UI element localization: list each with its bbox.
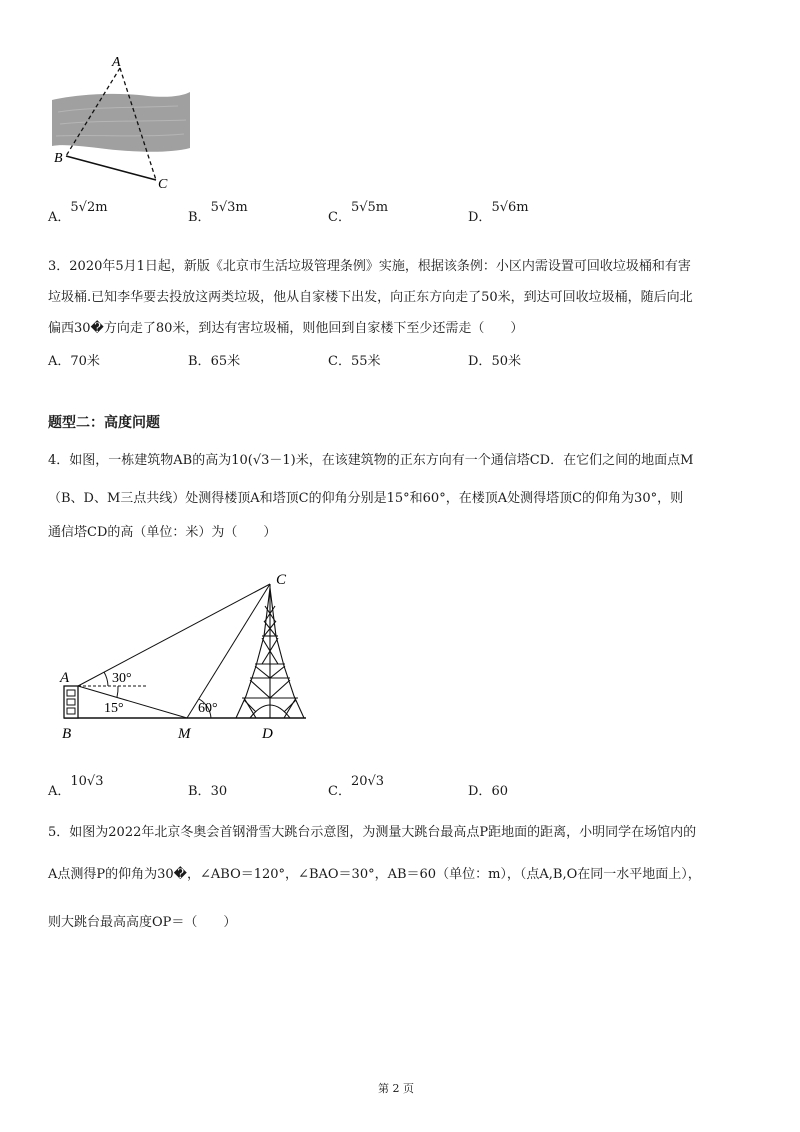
angle-label-15: 15° [104, 701, 124, 716]
q4-line-2: （B、D、M三点共线）处测得楼顶A和塔顶C的仰角分别是15°和60°，在楼顶A处测得塔顶C的仰角为30°，则 [48, 491, 684, 506]
tower-cd [236, 584, 304, 718]
q2-option-a[interactable]: A．5√2m [48, 200, 108, 225]
q3-option-a[interactable]: A．70米 [48, 354, 100, 369]
point-label-c: C [276, 572, 287, 588]
q2-option-d[interactable]: D．5√6m [468, 200, 529, 225]
q3-line-2: 垃圾桶.已知李华要去投放这两类垃圾，他从自家楼下出发，向正东方向走了50米，到达可回收垃圾桶，随后向北 [48, 290, 693, 305]
q4-option-c[interactable]: C．20√3 [328, 774, 385, 799]
line-a-to-m [78, 686, 187, 718]
line-a-to-c [78, 584, 270, 686]
q5-line-2: A点测得P的仰角为30�，∠ABO＝120°，∠BAO＝30°，AB＝60（单位：m），（点A,B,O在同一水平地面上）， [48, 867, 701, 882]
q4-option-a[interactable]: A．10√3 [48, 774, 104, 799]
section-title: 题型二：高度问题 [48, 415, 160, 431]
river-triangle-figure [48, 52, 198, 192]
point-label-a: A [60, 670, 70, 686]
angle-arc-15 [117, 686, 118, 697]
point-label-m: M [178, 726, 191, 742]
q4-line-3: 通信塔CD的高（单位：米）为（ ） [48, 525, 277, 540]
angle-label-60: 60° [198, 701, 218, 716]
q3-option-b[interactable]: B．65米 [188, 354, 241, 369]
q3-option-d[interactable]: D．50米 [468, 354, 521, 369]
q3-option-c[interactable]: C．55米 [328, 354, 381, 369]
building-ab [64, 686, 78, 718]
q5-line-3: 则大跳台最高高度OP＝（ ） [48, 915, 237, 930]
point-label-b: B [62, 726, 72, 742]
q4-line-1: 4．如图，一栋建筑物AB的高为10(√3－1)米，在该建筑物的正东方向有一个通信塔CD．在它们之间的地面点M [48, 453, 694, 468]
q3-line-3: 偏西30�方向走了80米，到达有害垃圾桶，则他回到自家楼下至少还需走（ ） [48, 321, 524, 336]
q4-option-d[interactable]: D．60 [468, 784, 508, 799]
point-label-b: B [54, 151, 63, 166]
point-label-c: C [158, 177, 168, 192]
page-footer: 第 2 页 [378, 1082, 414, 1095]
q5-line-1: 5．如图为2022年北京冬奥会首钢滑雪大跳台示意图，为测量大跳台最高点P距地面的距离，小明同学在场馆内的 [48, 825, 697, 840]
tower-angle-figure [56, 566, 316, 746]
river-band [52, 92, 190, 152]
q4-option-b[interactable]: B．30 [188, 784, 228, 799]
q2-option-c[interactable]: C．5√5m [328, 200, 389, 225]
q3-line-1: 3．2020年5月1日起，新版《北京市生活垃圾管理条例》实施，根据该条例：小区内需设置可回收垃圾桶和有害 [48, 259, 691, 274]
angle-label-30: 30° [112, 671, 132, 686]
point-label-d: D [262, 726, 273, 742]
segment-bc [66, 156, 156, 180]
point-label-a: A [112, 55, 121, 70]
q2-option-b[interactable]: B．5√3m [188, 200, 248, 225]
angle-arc-30 [104, 672, 108, 686]
